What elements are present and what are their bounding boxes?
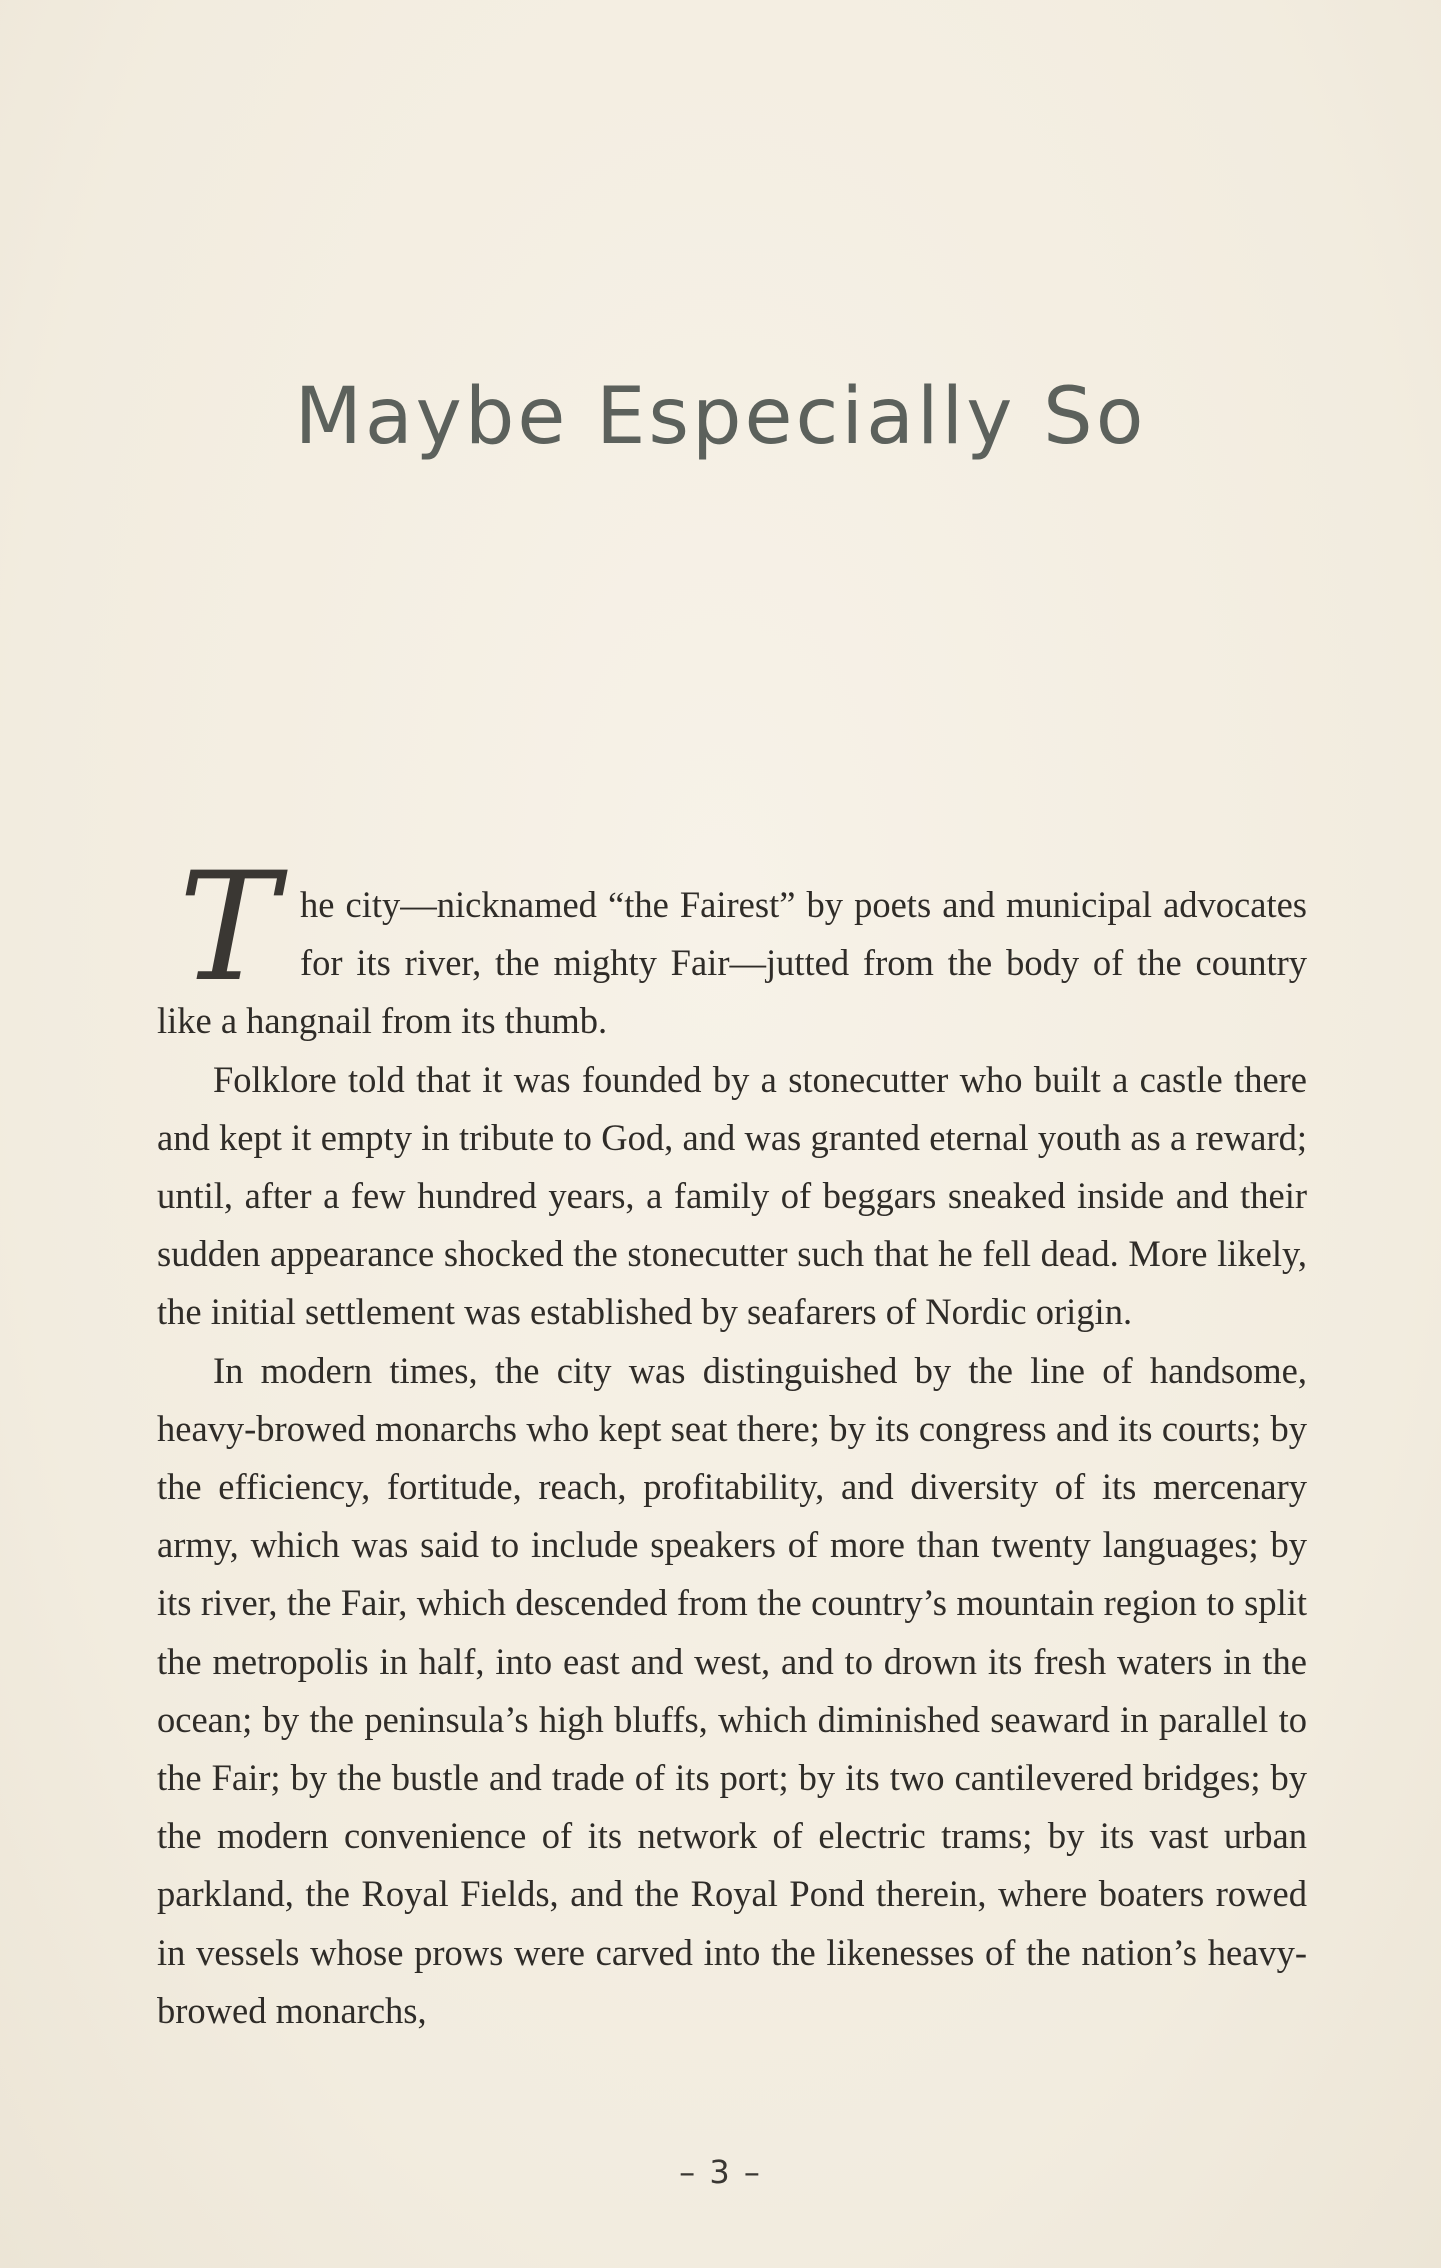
body-text (157, 841, 1307, 2040)
page-number: – 3 – (679, 2153, 762, 2191)
paragraph-1-text: he city—nicknamed “the Fairest” by poets and municipal advocates for its river, the mighty Fair—jutted from the body of the country like a hangnail from its thumb. (157, 884, 1307, 1042)
paragraph-3: In modern times, the city was distinguished by the line of handsome, heavy-browed monarchs who kept seat there; by its congress and its courts; by the efficiency, fortitude, reach, profitability, and diversity of its mercenary army, which was said to include speakers of more than twenty languages; by its river, the Fair, which descended from the country’s mountain region to split the metropolis in half, into east and west, and to drown its fresh waters in the ocean; by the peninsula’s high bluffs, which diminished seaward in parallel to the Fair; by the bustle and trade of its port; by its two cantilevered bridges; by the modern convenience of its network of electric trams; by its vast urban parkland, the Royal Fields, and the Royal Pond therein, where boaters rowed in vessels whose prows were carved into the likenesses of the nation’s heavy-browed monarchs, (157, 1349, 1307, 2031)
paragraph-1 (157, 841, 1307, 1051)
chapter-title: Maybe Especially So (294, 372, 1147, 462)
drop-cap: T (178, 841, 279, 1015)
paragraph-2: Folklore told that it was founded by a stonecutter who built a castle there and kept it empty in tribute to God, and was granted eternal youth as a reward; until, after a few hundred years, a family of beggars sneaked inside and their sudden appearance shocked the stonecutter such that he fell dead. More likely, the initial settlement was established by seafarers of Nordic origin. (157, 1058, 1307, 1333)
